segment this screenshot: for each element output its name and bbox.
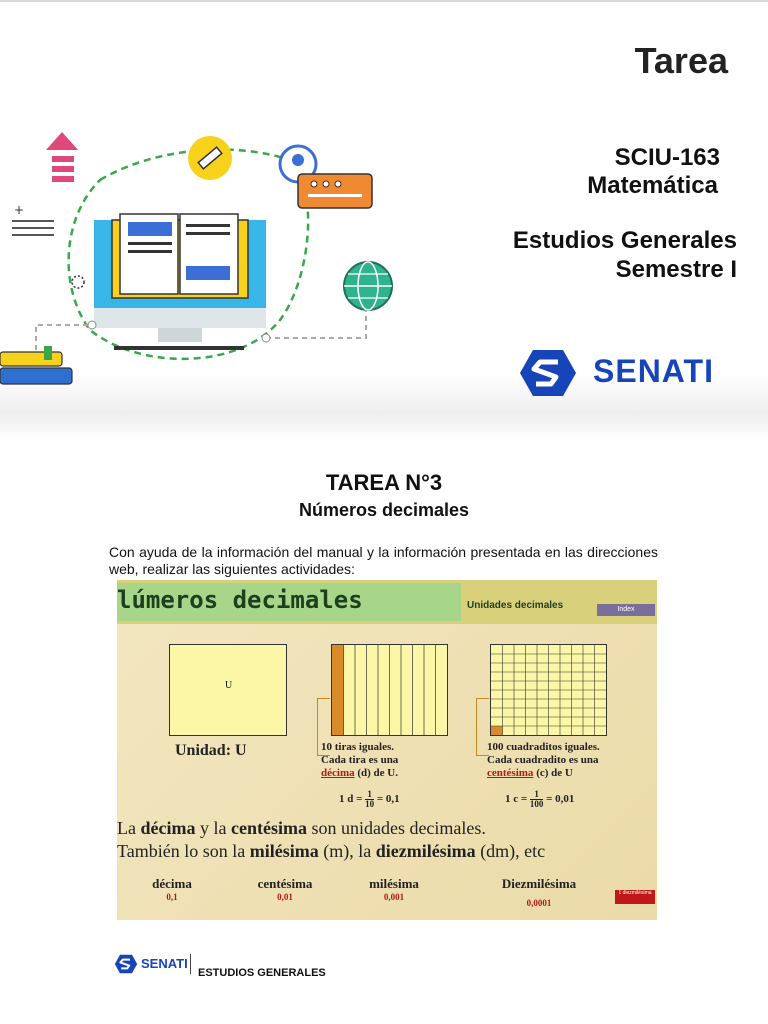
course-semester: Semestre I xyxy=(615,256,737,283)
figure-line-2: También lo son la milésima (m), la diezmilésima (dm), etc xyxy=(117,841,546,861)
arrow-up-icon xyxy=(46,132,78,182)
course-program: Estudios Generales xyxy=(512,227,737,254)
books-icon xyxy=(0,346,72,384)
course-code: SCIU-163 xyxy=(614,144,720,171)
unit-diezmilesima: Diezmilésima 0,0001 xyxy=(501,876,577,908)
globe-icon xyxy=(344,262,392,310)
svg-text:+: + xyxy=(14,203,25,217)
computer-book-icon xyxy=(94,214,266,350)
figure-red-note: 1 diezmilésima xyxy=(615,890,655,904)
unit-symbol: U xyxy=(225,680,233,691)
course-subject: Matemática xyxy=(587,172,718,199)
figure-units-label: Unidades decimales xyxy=(467,600,564,611)
footer-senati-logo-icon xyxy=(114,954,138,974)
hundredths-description: 100 cuadraditos iguales. Cada cuadradito es una centésima (c) de U xyxy=(487,741,600,779)
tenths-grid xyxy=(331,644,448,736)
unit-label: Unidad: U xyxy=(175,742,247,759)
task-title: TAREA N°3 xyxy=(325,470,443,495)
figure-title: lúmeros decimales xyxy=(117,586,363,614)
footer-separator xyxy=(190,954,191,974)
user-chat-icon xyxy=(280,146,372,208)
unit-milesima: milésima 0,001 xyxy=(369,876,419,902)
tenths-equation: 1 d = $\frac{1}{10}$ = 0,1 xyxy=(339,789,400,809)
senati-logo-icon xyxy=(518,348,578,398)
footer-label: ESTUDIOS GENERALES xyxy=(198,967,326,979)
tenths-description: 10 tiras iguales. Cada tira es una décima (d) de U. xyxy=(321,741,399,779)
education-illustration xyxy=(0,120,420,410)
figure-line-1: La décima y la centésima son unidades decimales. xyxy=(117,818,486,838)
page-header-title: Tarea xyxy=(634,40,728,81)
hundredths-grid xyxy=(490,644,607,736)
unit-centesima: centésima 0,01 xyxy=(257,876,313,902)
figure-tab: Index xyxy=(597,604,655,616)
footer-brand: SENATI xyxy=(141,956,188,971)
hundredths-equation: 1 c = $\frac{1}{100}$ = 0,01 xyxy=(505,789,575,809)
task-subtitle: Números decimales xyxy=(298,500,470,520)
unit-decima: décima 0,1 xyxy=(152,876,192,902)
list-icon xyxy=(12,203,54,236)
pencil-icon xyxy=(188,136,232,180)
decimal-units-figure xyxy=(117,580,657,920)
senati-logo-text: SENATI xyxy=(593,353,714,389)
top-rule xyxy=(0,0,768,2)
task-instructions: Con ayuda de la información del manual y la información presentada en las direcciones web, realizar las siguientes actividades: xyxy=(109,544,658,577)
